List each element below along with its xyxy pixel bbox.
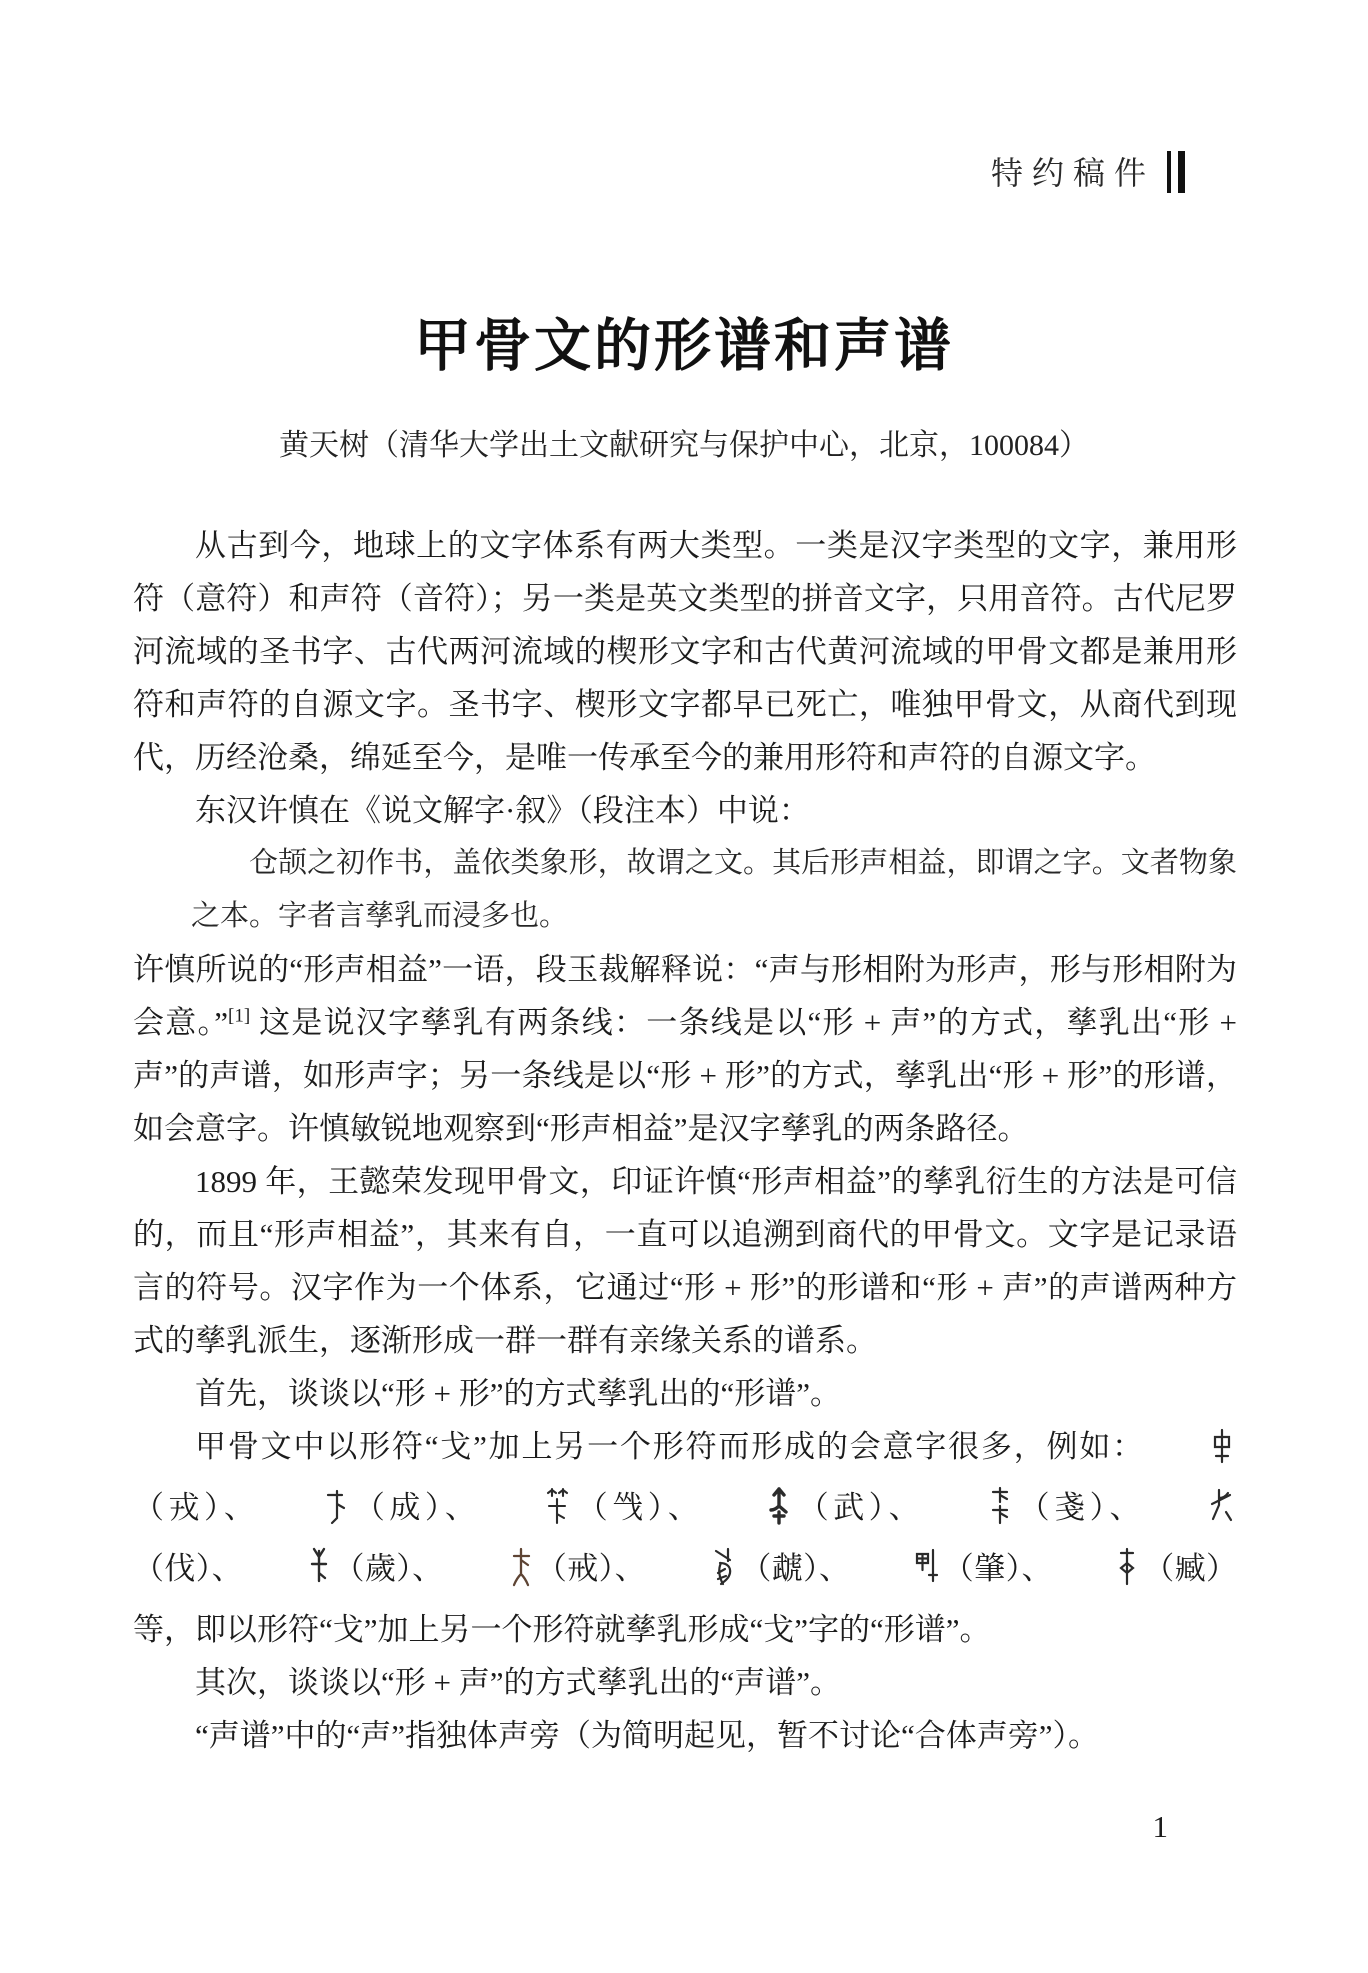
oracle-glyph-jie: [446, 1547, 534, 1603]
oracle-examples-suffix: 等，即以形符“戈”加上另一个形符就孳乳形成“戈”字的“形谱”。: [133, 1612, 991, 1647]
paragraph-duan-yucai: [133, 943, 1237, 1155]
paragraph-1899: 1899 年，王懿荣发现甲骨文，印证许慎“形声相益”的孳乳衍生的方法是可信的，而且“形声相益”，其来有自，一直可以追溯到商代的甲骨文。文字是记录语言的符号。汉字作为一个体系，它通过“形 + 形”的形谱和“形 + 声”的声谱两种方式的孳乳派生，逐渐形成一群一群有亲缘关系的谱系。: [133, 1164, 1237, 1358]
oracle-glyph-zang: [1055, 1547, 1141, 1603]
paragraph-shengpu-note: “声谱”中的“声”指独体声旁（为简明起见，暂不讨论“合体声旁”）。: [195, 1718, 1100, 1753]
page-number: 1: [1152, 1809, 1168, 1844]
oracle-glyph-bao: [648, 1547, 738, 1603]
block-quote: 仓颉之初作书，盖依类象形，故谓之文。其后形声相益，即谓之字。文者物象之本。字者言孳乳而浸多也。: [191, 847, 1237, 932]
oracle-item-label: （武）、: [793, 1490, 925, 1525]
author-line: 黄天树（清华大学出土文献研究与保护中心，北京，100084）: [279, 429, 1089, 462]
oracle-glyph-sui: [245, 1547, 331, 1603]
oracle-item-label: （臧）: [1142, 1551, 1238, 1586]
oracle-glyph-wu: [705, 1486, 791, 1542]
oracle-glyph-fa: [1147, 1486, 1235, 1542]
oracle-item-label: （伐）、: [133, 1551, 244, 1586]
footnote-ref: [1]: [228, 1005, 251, 1027]
quote-analysis-text: 许慎所说的“形声相益”一语，段玉裁解释说：“声与形相附为形声，形与形相附为会意。”: [133, 952, 1237, 1040]
paragraph-oracle-examples: [133, 1420, 1237, 1656]
oracle-glyph-jian: [482, 1486, 570, 1542]
oracle-examples-prefix: 甲骨文中以形符“戈”加上另一个形符而形成的会意字很多，例如：: [195, 1429, 1145, 1464]
double-bar-icon: [1167, 151, 1185, 193]
oracle-glyph-cheng: [261, 1488, 347, 1542]
oracle-item-label: （戒）、: [535, 1551, 646, 1586]
paragraph-intro: 从古到今，地球上的文字体系有两大类型。一类是汉字类型的文字，兼用形符（意符）和声符（音符）；另一类是英文类型的拼音文字，只用音符。古代尼罗河流域的圣书字、古代两河流域的楔形文字和古代黄河流域的甲骨文都是兼用形符和声符的自源文字。圣书字、楔形文字都早已死亡，唯独甲骨文，从商代到现代，历经沧桑，绵延至今，是唯一传承至今的兼用形符和声符的自源文字。: [133, 528, 1237, 775]
article-title: 甲骨文的形谱和声谱: [414, 315, 954, 378]
oracle-glyph-rong: [1147, 1427, 1235, 1481]
paragraph-shuowen-lead: 东汉许慎在《说文解字·叙》（段注本）中说：: [195, 793, 810, 828]
oracle-item-label: （虣）、: [739, 1551, 851, 1586]
oracle-item-label: （成）、: [349, 1490, 481, 1525]
page-header: [991, 148, 1185, 194]
header-tag: 特约稿件: [990, 155, 1155, 191]
oracle-item-label: （戎）、: [133, 1490, 260, 1525]
oracle-glyph-can: [926, 1486, 1012, 1542]
oracle-item-label: （戔）、: [1014, 1490, 1146, 1525]
quote-analysis-continued: 这是说汉字孳乳有两条线：一条线是以“形 + 声”的方式，孳乳出“形 + 声”的声谱，如形声字；另一条线是以“形 + 形”的方式，孳乳出“形 + 形”的形谱，如会意字。许慎敏锐地观察到“形声相益”是汉字孳乳的两条路径。: [133, 1005, 1237, 1146]
oracle-item-label: （肇）、: [942, 1551, 1053, 1586]
oracle-item-label: （歲）、: [333, 1551, 444, 1586]
oracle-item-label: （㦰）、: [572, 1490, 704, 1525]
paragraph-first-point: 首先，谈谈以“形 + 形”的方式孳乳出的“形谱”。: [195, 1376, 842, 1411]
oracle-glyph-zhao: [852, 1547, 940, 1603]
article-body: [133, 519, 1237, 1762]
paragraph-second-point: 其次，谈谈以“形 + 声”的方式孳乳出的“声谱”。: [195, 1665, 842, 1700]
